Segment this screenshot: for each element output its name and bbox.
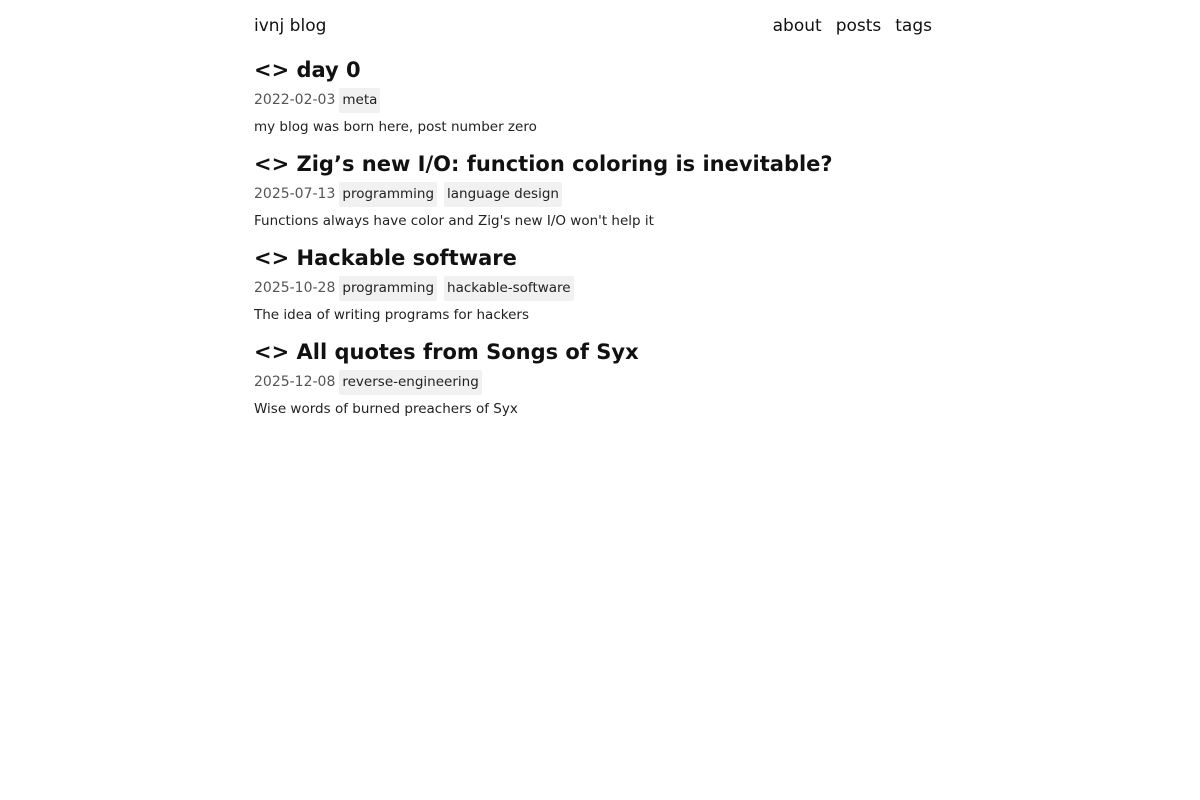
post-title-link[interactable]: <> Zig’s new I/O: function coloring is inevitable?	[254, 152, 833, 176]
post-date: 2025-10-28	[254, 280, 336, 296]
post-summary: The idea of writing programs for hackers	[254, 307, 529, 323]
tag-link[interactable]: programming	[339, 182, 437, 207]
tag-link[interactable]: programming	[339, 276, 437, 301]
nav-tags-link[interactable]: tags	[895, 16, 932, 36]
site-header	[254, 0, 932, 56]
page-container	[254, 0, 932, 432]
tag-link[interactable]: reverse-engineering	[339, 370, 481, 395]
post-item	[254, 244, 932, 324]
post-meta	[254, 180, 932, 208]
post-title-link[interactable]: <> All quotes from Songs of Syx	[254, 340, 639, 364]
post-item	[254, 56, 932, 136]
site-title-link[interactable]: ivnj blog	[254, 16, 327, 36]
tag-link[interactable]: meta	[339, 88, 380, 113]
nav-posts-link[interactable]: posts	[835, 16, 882, 36]
post-meta	[254, 274, 932, 302]
post-title-link[interactable]: <> day 0	[254, 58, 361, 82]
post-date: 2025-07-13	[254, 186, 336, 202]
post-date: 2022-02-03	[254, 92, 336, 108]
post-item	[254, 338, 932, 418]
post-summary: Functions always have color and Zig's new I/O won't help it	[254, 213, 654, 229]
post-title-link[interactable]: <> Hackable software	[254, 246, 517, 270]
tag-link[interactable]: hackable-software	[444, 276, 574, 301]
nav-about-link[interactable]: about	[772, 16, 822, 36]
post-meta	[254, 86, 932, 114]
post-date: 2025-12-08	[254, 374, 336, 390]
post-summary: my blog was born here, post number zero	[254, 119, 537, 135]
post-summary: Wise words of burned preachers of Syx	[254, 401, 518, 417]
post-item	[254, 150, 932, 230]
post-list	[254, 56, 932, 418]
main-nav	[773, 15, 932, 37]
tag-link[interactable]: language design	[444, 182, 562, 207]
post-meta	[254, 368, 932, 396]
